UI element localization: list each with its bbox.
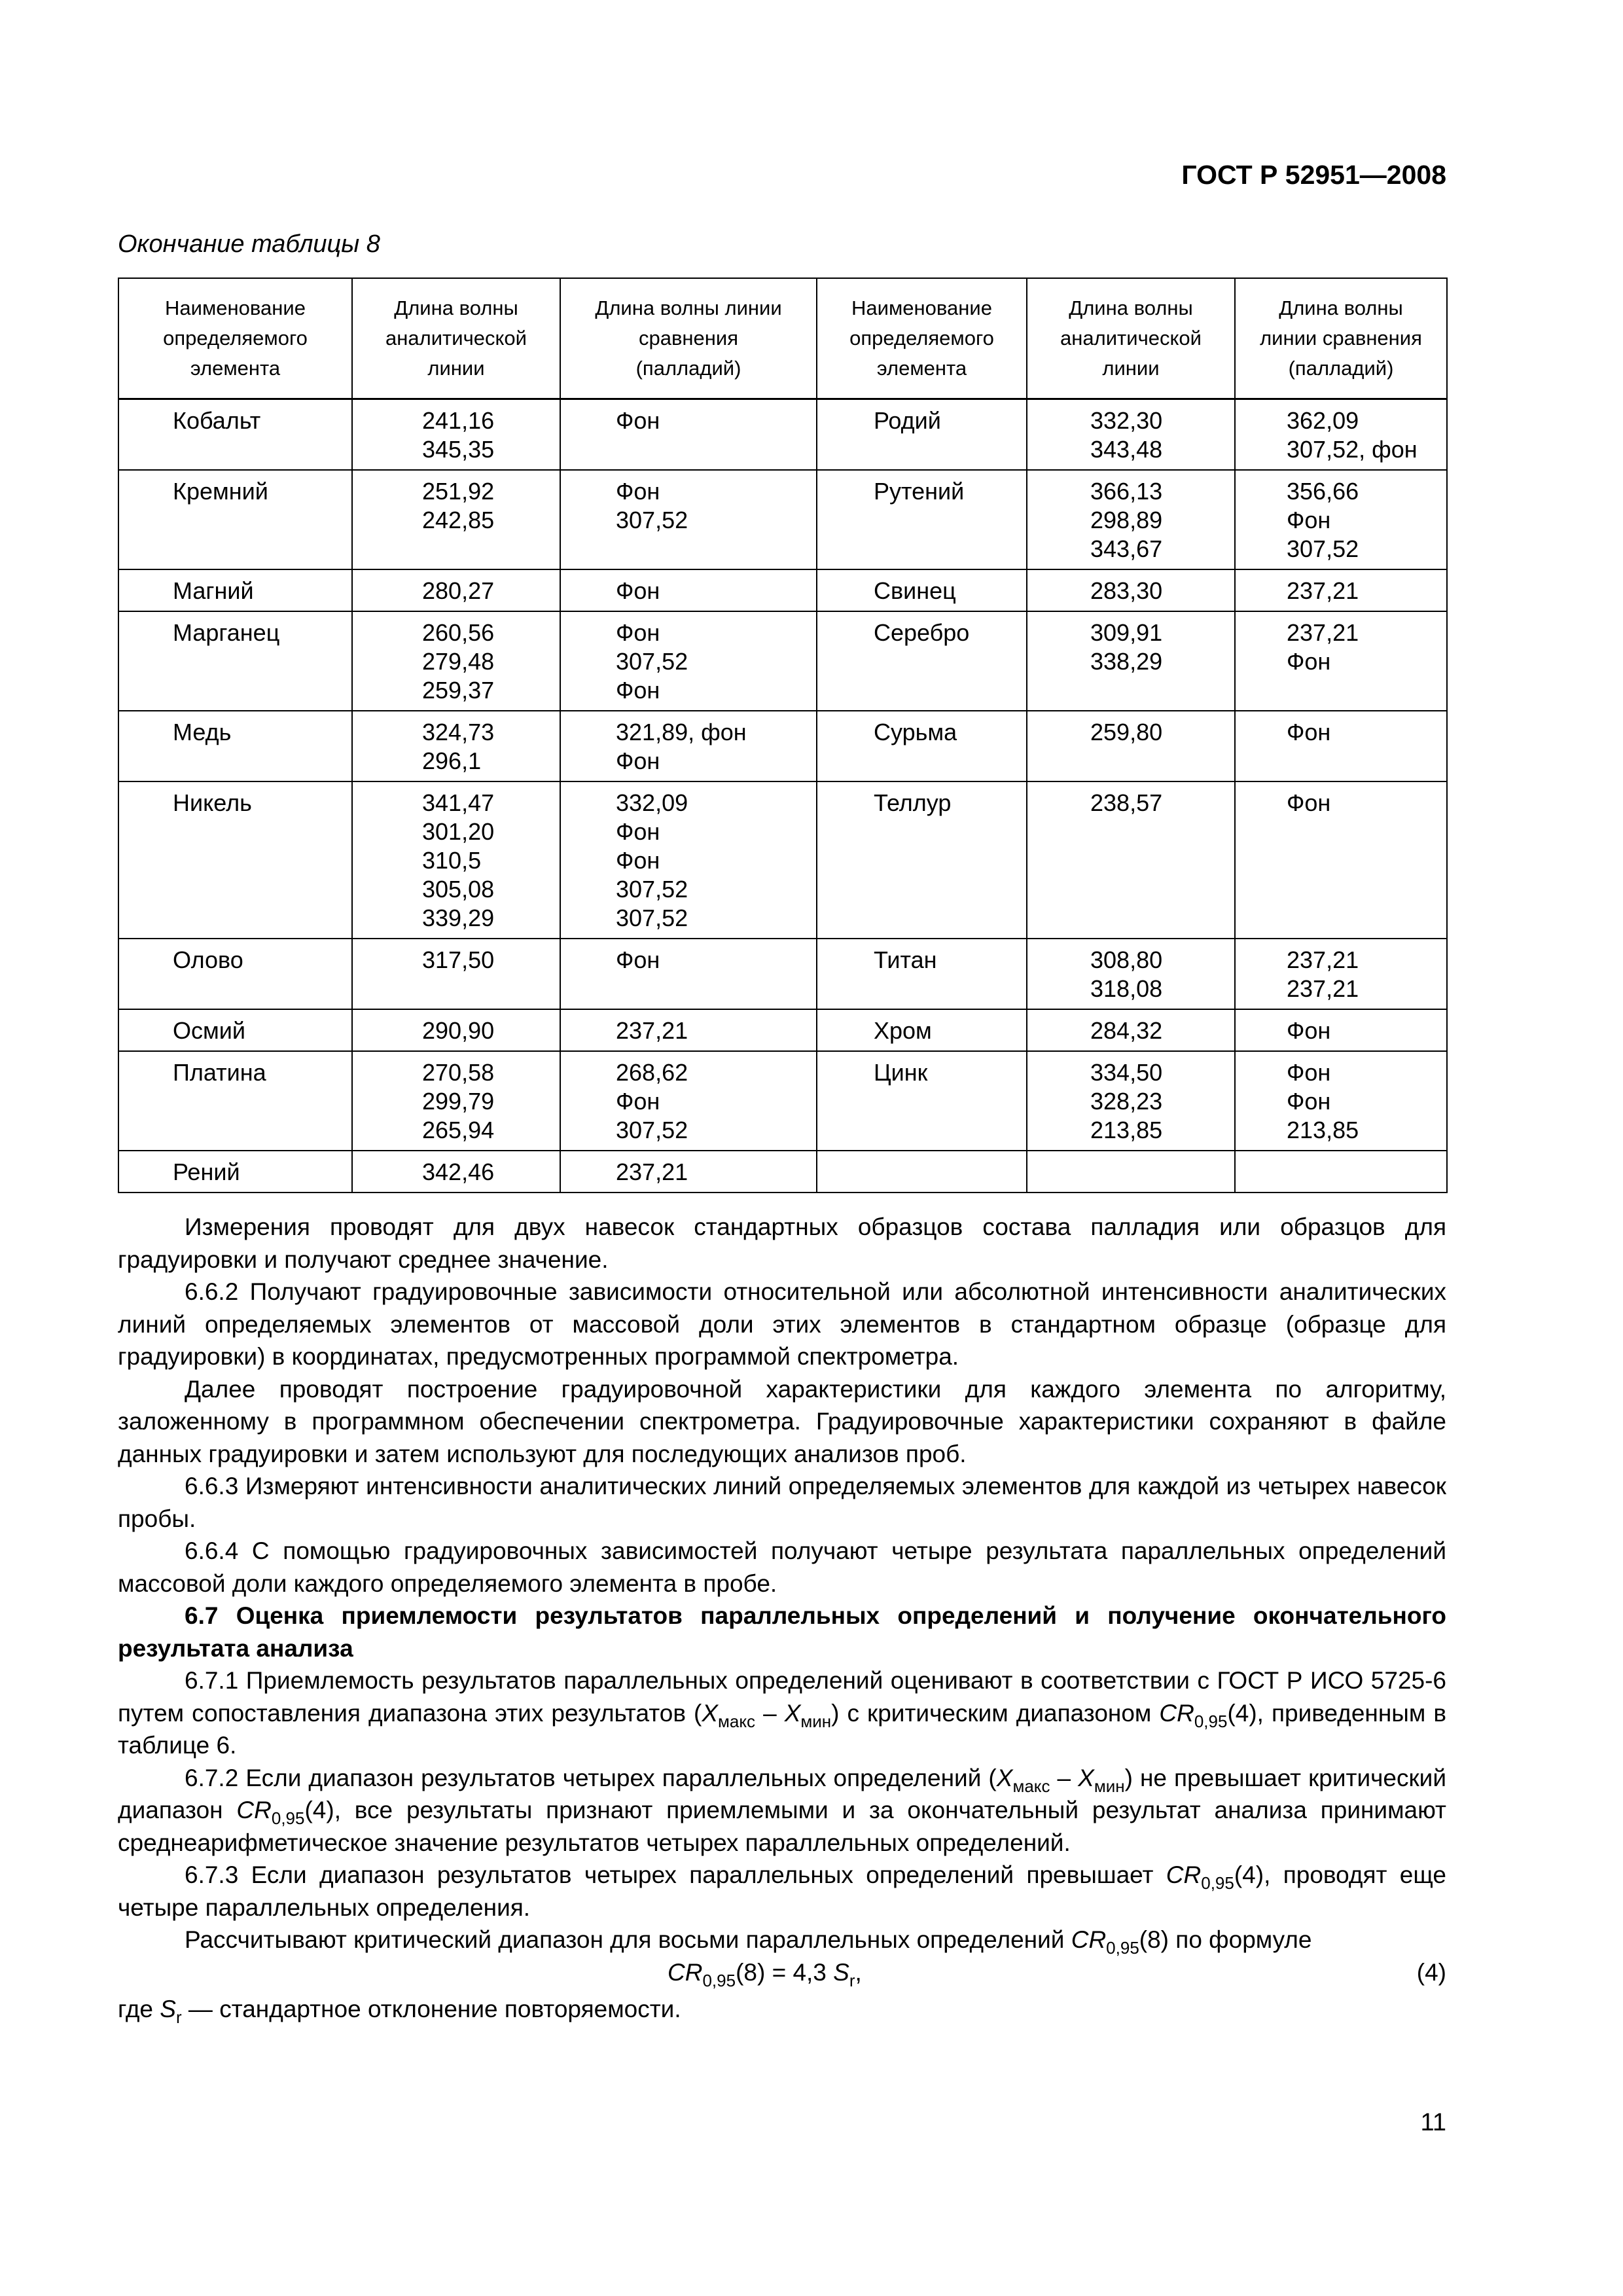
table-cell: Рений [118, 1151, 352, 1193]
table-cell: 332,09 Фон Фон 307,52 307,52 [560, 781, 817, 939]
table-row [118, 1051, 1447, 1151]
table-cell: Рутений [817, 470, 1027, 569]
table-caption: Окончание таблицы 8 [118, 230, 380, 258]
paragraph: Далее проводят построение градуировочной характеристики для каждого элемента по алгоритму, заложенному в программном обеспечении спектрометра. Градуировочные характеристики сохраняют в файле данных градуировки и затем используют для последующих анализов проб. [118, 1375, 1446, 1467]
table-cell: 290,90 [352, 1009, 560, 1051]
table-cell: Фон [1235, 711, 1447, 781]
table-cell: Осмий [118, 1009, 352, 1051]
table-row [118, 470, 1447, 569]
paragraph: где $S_r$ — стандартное отклонение повторяемости. [118, 1995, 681, 2027]
table-cell: 237,21 [560, 1009, 817, 1051]
document-id: ГОСТ Р 52951—2008 [1181, 160, 1446, 190]
table-cell: 362,09 307,52, фон [1235, 399, 1447, 471]
table-cell: Олово [118, 939, 352, 1009]
paragraph: 6.6.3 Измеряют интенсивности аналитических линий определяемых элементов для каждой из четырех навесок пробы. [118, 1473, 1446, 1532]
column-header: Длина волны аналитической линии [1027, 278, 1235, 399]
table-cell: Титан [817, 939, 1027, 1009]
column-header: Длина волны линии сравнения (палладий) [560, 278, 817, 399]
table-row [118, 711, 1447, 781]
table-cell: 259,80 [1027, 711, 1235, 781]
paragraph: Измерения проводят для двух навесок стандартных образцов состава палладия или образцов для градуировки и получают среднее значение. [118, 1213, 1446, 1273]
formula-row [118, 1956, 1446, 1993]
table-cell [1027, 1151, 1235, 1193]
table-cell: 237,21 [560, 1151, 817, 1193]
table-cell: Серебро [817, 611, 1027, 711]
table-cell: 283,30 [1027, 569, 1235, 611]
table-cell: 268,62 Фон 307,52 [560, 1051, 817, 1151]
table-row [118, 611, 1447, 711]
table-cell: 308,80 318,08 [1027, 939, 1235, 1009]
table-cell: 237,21 237,21 [1235, 939, 1447, 1009]
table-cell: 332,30 343,48 [1027, 399, 1235, 471]
table-cell: 366,13 298,89 343,67 [1027, 470, 1235, 569]
paragraph: 6.7.3 Если диапазон результатов четырех параллельных определений превышает $CR_{0,95}(4)$, проводят еще четыре параллельных определения. [118, 1861, 1446, 1921]
table-cell: 334,50 328,23 213,85 [1027, 1051, 1235, 1151]
table-row [118, 399, 1447, 471]
table-cell: 309,91 338,29 [1027, 611, 1235, 711]
table-cell: Теллур [817, 781, 1027, 939]
table-row [118, 569, 1447, 611]
table-cell: Родий [817, 399, 1027, 471]
formula-number: (4) [1416, 1958, 1446, 1986]
paragraph: 6.7.1 Приемлемость результатов параллельных определений оценивают в соответствии с ГОСТ Р ИСО 5725-6 путем сопоставления диапазона этих результатов $(X_{макс} - X_{мин})$ с критическим диапазоном $CR_{0,95}(4)$, приведенным в таблице 6. [118, 1667, 1446, 1759]
table-cell: 237,21 [1235, 569, 1447, 611]
body-text [118, 1211, 1446, 2025]
table-cell: Кобальт [118, 399, 352, 471]
table-cell: Никель [118, 781, 352, 939]
table-row [118, 1151, 1447, 1193]
paragraph: 6.7.2 Если диапазон результатов четырех параллельных определений $(X_{макс} - X_{мин})$ не превышает критический диапазон $CR_{0,95}(4)$, все результаты признают приемлемыми и за окончательный результат анализа принимают среднеарифметическое значение результатов четырех параллельных определений. [118, 1764, 1447, 1856]
table-cell: Фон Фон 213,85 [1235, 1051, 1447, 1151]
table-cell: Фон [560, 939, 817, 1009]
table-cell: Магний [118, 569, 352, 611]
table-cell: 237,21 Фон [1235, 611, 1447, 711]
table-cell: 241,16 345,35 [352, 399, 560, 471]
table-cell: Фон 307,52 [560, 470, 817, 569]
table-cell: 284,32 [1027, 1009, 1235, 1051]
table-cell: Платина [118, 1051, 352, 1151]
table-cell: 280,27 [352, 569, 560, 611]
table-cell: Цинк [817, 1051, 1027, 1151]
table-cell: Фон [1235, 781, 1447, 939]
table-cell: Кремний [118, 470, 352, 569]
table-cell: 324,73 296,1 [352, 711, 560, 781]
section-heading: 6.7 Оценка приемлемости результатов параллельных определений и получение окончательного результата анализа [118, 1602, 1446, 1662]
formula: $CR_{0,95}(8) = 4,3$ $S_r$, [668, 1958, 862, 1990]
table-cell: Марганец [118, 611, 352, 711]
table-row [118, 939, 1447, 1009]
table-header-row [118, 278, 1447, 399]
table-row [118, 781, 1447, 939]
column-header: Длина волны линии сравнения (палладий) [1235, 278, 1447, 399]
table-cell: Фон [560, 399, 817, 471]
table-cell: 270,58 299,79 265,94 [352, 1051, 560, 1151]
paragraph: 6.6.2 Получают градуировочные зависимости относительной или абсолютной интенсивности аналитических линий определяемых элементов от массовой доли этих элементов в стандартном образце (образце для градуировки) в координатах, предусмотренных программой спектрометра. [118, 1278, 1446, 1370]
table-cell: Хром [817, 1009, 1027, 1051]
column-header: Наименование определяемого элемента [118, 278, 352, 399]
table-cell [1235, 1151, 1447, 1193]
paragraph: 6.6.4 С помощью градуировочных зависимостей получают четыре результата параллельных определений массовой доли каждого определяемого элемента в пробе. [118, 1537, 1446, 1597]
table-cell: Фон [1235, 1009, 1447, 1051]
column-header: Наименование определяемого элемента [817, 278, 1027, 399]
table-cell: Фон 307,52 Фон [560, 611, 817, 711]
table-cell [817, 1151, 1027, 1193]
column-header: Длина волны аналитической линии [352, 278, 560, 399]
table-cell: 251,92 242,85 [352, 470, 560, 569]
table-cell: 321,89, фон Фон [560, 711, 817, 781]
table-cell: Фон [560, 569, 817, 611]
table-cell: 238,57 [1027, 781, 1235, 939]
table-row [118, 1009, 1447, 1051]
table-cell: Медь [118, 711, 352, 781]
table-body [118, 399, 1447, 1193]
table-cell: Сурьма [817, 711, 1027, 781]
table-cell: 356,66 Фон 307,52 [1235, 470, 1447, 569]
table-cell: 341,47 301,20 310,5 305,08 339,29 [352, 781, 560, 939]
paragraph: Рассчитывают критический диапазон для восьми параллельных определений $CR_{0,95}(8)$ по формуле [185, 1926, 1312, 1958]
table-cell: Свинец [817, 569, 1027, 611]
table-cell: 317,50 [352, 939, 560, 1009]
table-cell: 342,46 [352, 1151, 560, 1193]
table-cell: 260,56 279,48 259,37 [352, 611, 560, 711]
page-number: 11 [1420, 2109, 1446, 2136]
wavelength-table [118, 278, 1448, 1193]
